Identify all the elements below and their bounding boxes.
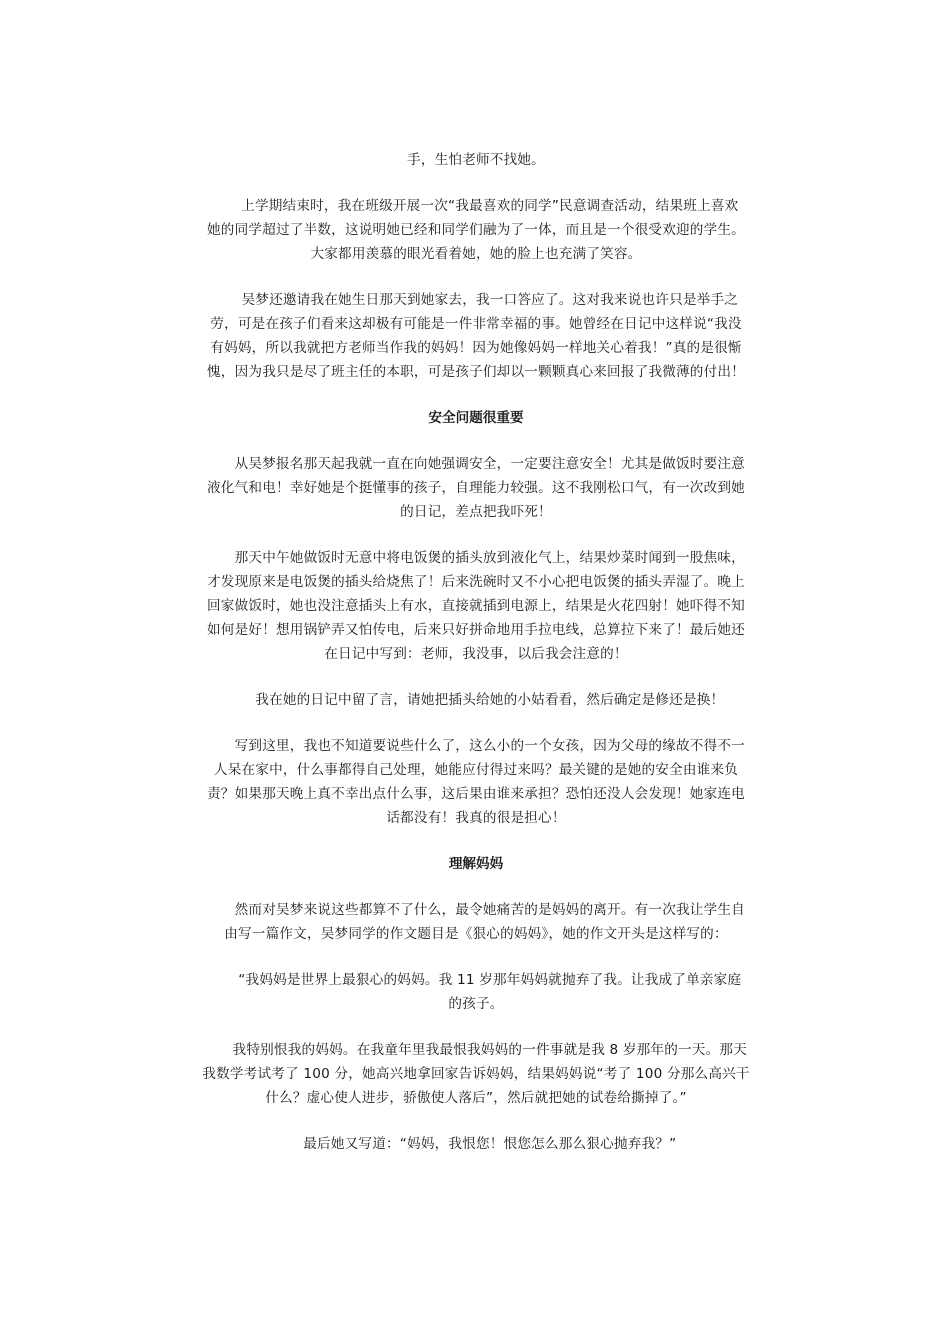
text-line: 才发现原来是电饭煲的插头给烧焦了！后来洗碗时又不小心把电饭煲的插头弄湿了。晚上: [207, 574, 745, 590]
text-line: 我在她的日记中留了言，请她把插头给她的小姑看看，然后确定是修还是换！: [227, 692, 725, 708]
document-page: [192, 148, 760, 1178]
paragraph: [192, 688, 760, 712]
paragraph: [192, 898, 760, 946]
text-line: 写到这里，我也不知道要说些什么了，这么小的一个女孩，因为父母的缘故不得不一: [207, 738, 745, 754]
text-line: 在日记中写到：老师，我没事，以后我会注意的！: [324, 646, 628, 662]
section-heading: 理解妈妈: [448, 856, 504, 872]
text-line: 大家都用羡慕的眼光看着她，她的脸上也充满了笑容。: [310, 246, 642, 262]
text-line: 什么？虚心使人进步，骄傲使人落后”，然后就把她的试卷给撕掉了。”: [265, 1090, 687, 1106]
text-line: 有妈妈，所以我就把方老师当作我的妈妈！因为她像妈妈一样地关心着我！”真的是很惭: [210, 340, 742, 356]
text-line: 然而对吴梦来说这些都算不了什么，最令她痛苦的是妈妈的离开。有一次我让学生自: [207, 902, 745, 918]
text-line: 愧，因为我只是尽了班主任的本职，可是孩子们却以一颗颗真心来回报了我微薄的付出！: [207, 364, 745, 380]
text-line: 她的同学超过了半数，这说明她已经和同学们融为了一体，而且是一个很受欢迎的学生。: [207, 222, 745, 238]
text-line: 人呆在家中，什么事都得自己处理，她能应付得过来吗？最关键的是她的安全由谁来负: [213, 762, 739, 778]
text-line: 如何是好！想用锅铲弄又怕传电，后来只好拼命地用手拉电线，总算拉下来了！最后她还: [207, 622, 745, 638]
text-line: 由写一篇作文，吴梦同学的作文题目是《狠心的妈妈》，她的作文开头是这样写的：: [224, 926, 728, 942]
text-line: 我数学考试考了 100 分，她高兴地拿回家告诉妈妈，结果妈妈说“考了 100 分那么高兴干: [202, 1066, 750, 1082]
text-line: 上学期结束时，我在班级开展一次“我最喜欢的同学”民意调查活动，结果班上喜欢: [213, 198, 739, 214]
text-line: 责？如果那天晚上真不幸出点什么事，这后果由谁来承担？恐怕还没人会发现！她家连电: [207, 786, 745, 802]
paragraph: [192, 546, 760, 666]
text-line: 的日记，差点把我吓死！: [400, 504, 552, 520]
paragraph: [192, 452, 760, 524]
text-line: 从吴梦报名那天起我就一直在向她强调安全，一定要注意安全！尤其是做饭时要注意: [207, 456, 745, 472]
section-heading: 安全问题很重要: [428, 410, 524, 426]
paragraph: [192, 968, 760, 1016]
text-line: 回家做饭时，她也没注意插头上有水，直接就插到电源上，结果是火花四射！她吓得不知: [207, 598, 745, 614]
text-line: 手，生怕老师不找她。: [407, 152, 545, 168]
text-line: 话都没有！我真的很是担心！: [386, 810, 566, 826]
text-line: “我妈妈是世界上最狠心的妈妈。我 11 岁那年妈妈就抛弃了我。让我成了单亲家庭: [210, 972, 742, 988]
text-line: 那天中午她做饭时无意中将电饭煲的插头放到液化气上，结果炒菜时闻到一股焦味，: [207, 550, 745, 566]
paragraph: [192, 194, 760, 266]
paragraph: [192, 1038, 760, 1110]
paragraph: [192, 734, 760, 830]
text-line: 液化气和电！幸好她是个挺懂事的孩子，自理能力较强。这不我刚松口气，有一次改到她: [207, 480, 745, 496]
text-line: 劳，可是在孩子们看来这却极有可能是一件非常幸福的事。她曾经在日记中这样说“我没: [210, 316, 742, 332]
paragraph: [192, 288, 760, 384]
text-line: 我特别恨我的妈妈。在我童年里我最恨我妈妈的一件事就是我 8 岁那年的一天。那天: [204, 1042, 748, 1058]
text-line: 最后她又写道：“妈妈，我恨您！恨您怎么那么狠心抛弃我？”: [275, 1136, 677, 1152]
text-line: 吴梦还邀请我在她生日那天到她家去，我一口答应了。这对我来说也许只是举手之: [213, 292, 739, 308]
paragraph: [192, 148, 760, 172]
paragraph: [192, 1132, 760, 1156]
text-line: 的孩子。: [448, 996, 504, 1012]
